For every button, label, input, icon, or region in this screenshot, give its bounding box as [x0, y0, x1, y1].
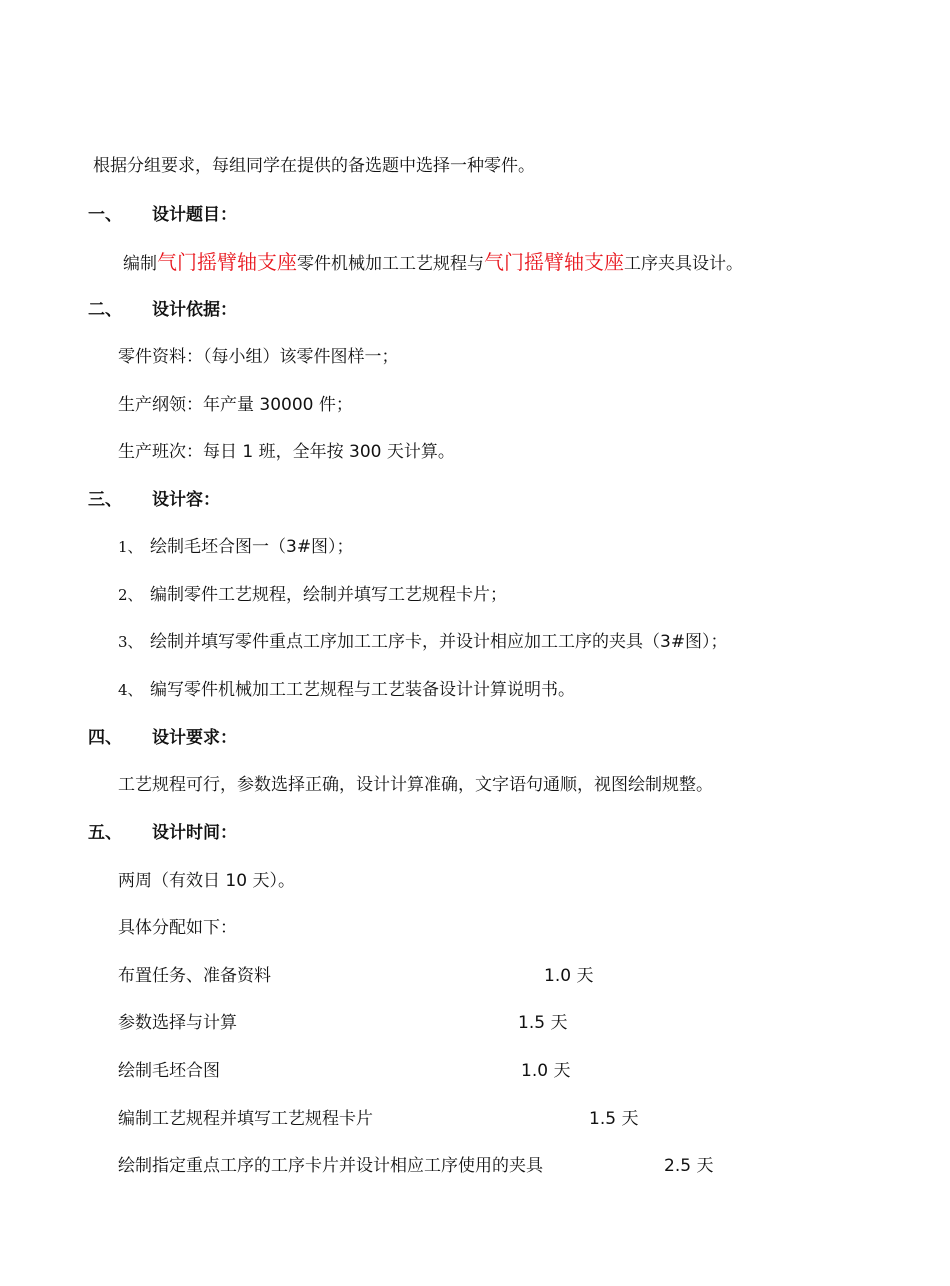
content-item-number: 1、: [118, 538, 143, 556]
section-title: 设计依据：: [152, 300, 237, 320]
basis-line-1: 零件资料：（每小组）该零件图样一；: [118, 347, 399, 367]
schedule-task: 布置任务、准备资料: [118, 966, 271, 986]
section-title: 设计时间：: [152, 823, 237, 843]
content-item-number: 2、: [118, 586, 143, 604]
section-number: 四、: [88, 728, 122, 748]
content-item-number: 3、: [118, 633, 143, 651]
topic-line: [123, 251, 743, 275]
section-number: 五、: [88, 823, 122, 843]
topic-middle: 零件机械加工工艺规程与: [297, 254, 484, 274]
content-item-text: 绘制并填写零件重点工序加工工序卡，并设计相应加工工序的夹具（3#图）；: [150, 632, 728, 652]
schedule-duration: 1.0 天: [521, 1061, 571, 1081]
schedule-duration: 1.5 天: [589, 1109, 639, 1129]
content-item-text: 编制零件工艺规程，绘制并填写工艺规程卡片；: [150, 585, 507, 605]
section-number: 一、: [88, 205, 122, 225]
section-title: 设计要求：: [152, 728, 237, 748]
topic-part-name: 气门摇臂轴支座: [157, 250, 297, 274]
schedule-task: 绘制毛坯合图: [118, 1061, 220, 1081]
basis-line-2: 生产纲领：年产量 30000 件；: [118, 395, 353, 415]
intro-text: 根据分组要求，每组同学在提供的备选题中选择一种零件。: [93, 156, 535, 176]
schedule-duration: 1.0 天: [544, 966, 594, 986]
content-item-3: [118, 631, 728, 653]
schedule-task: 绘制指定重点工序的工序卡片并设计相应工序使用的夹具: [118, 1156, 543, 1176]
section-title: 设计容：: [152, 490, 220, 510]
content-item-text: 编写零件机械加工工艺规程与工艺装备设计计算说明书。: [150, 680, 575, 700]
schedule-duration: 1.5 天: [518, 1013, 568, 1033]
section-number: 二、: [88, 300, 122, 320]
content-item-1: [118, 536, 354, 558]
content-item-text: 绘制毛坯合图一（3#图）；: [150, 537, 354, 557]
content-item-number: 4、: [118, 681, 143, 699]
basis-line-3: 生产班次：每日 1 班，全年按 300 天计算。: [118, 442, 455, 462]
time-breakdown-intro: 具体分配如下：: [118, 918, 237, 938]
section-title: 设计题目：: [152, 205, 237, 225]
schedule-duration: 2.5 天: [664, 1156, 714, 1176]
topic-part-name-2: 气门摇臂轴支座: [484, 250, 624, 274]
content-item-4: [118, 679, 575, 701]
topic-prefix: 编制: [123, 254, 157, 274]
requirements-text: 工艺规程可行，参数选择正确，设计计算准确，文字语句通顺，视图绘制规整。: [118, 775, 713, 795]
content-item-2: [118, 584, 507, 606]
schedule-task: 参数选择与计算: [118, 1013, 237, 1033]
schedule-task: 编制工艺规程并填写工艺规程卡片: [118, 1109, 373, 1129]
topic-suffix: 工序夹具设计。: [624, 254, 743, 274]
time-total: 两周（有效日 10 天）。: [118, 871, 295, 891]
section-number: 三、: [88, 490, 122, 510]
